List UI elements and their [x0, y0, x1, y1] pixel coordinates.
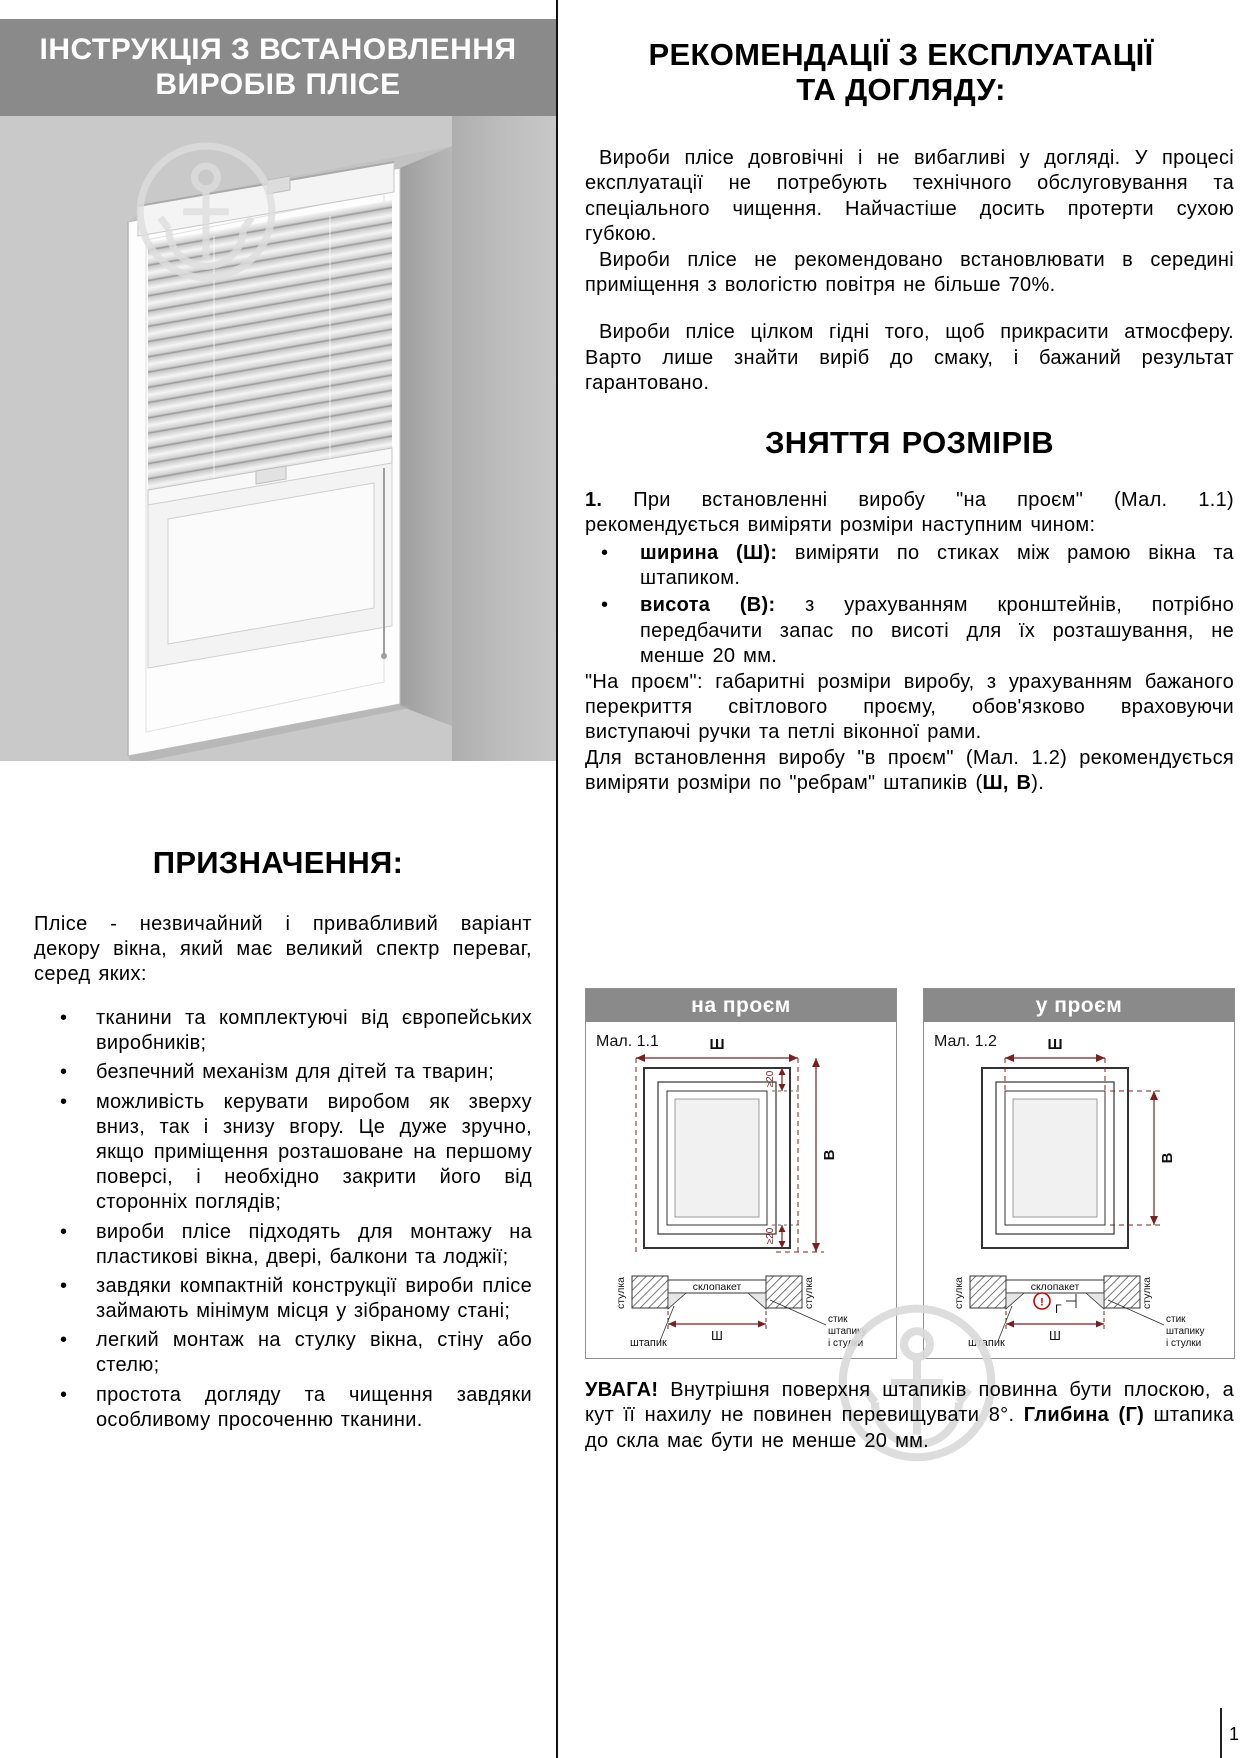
joint-label-3: і стулки	[828, 1338, 864, 1349]
figure-1-diagram	[586, 1022, 896, 1358]
pleated-fabric	[148, 200, 392, 490]
purpose-list	[34, 1006, 532, 1437]
bead-label: штапик	[968, 1337, 1005, 1349]
joint-label-2: штапику	[1166, 1326, 1205, 1337]
min-gap-label-top: ≥20	[765, 1070, 776, 1088]
attention-label: УВАГА!	[585, 1379, 659, 1401]
column-divider-line	[556, 0, 558, 1758]
measuring-paragraph-na: "На проєм": габаритні розміри виробу, з урахуванням бажаного перекриття світлового проєму, обов'язково враховуючи виступаючі ручки та петлі віконної рами.	[585, 670, 1234, 744]
window-front-view	[644, 1068, 790, 1248]
window-illustration	[0, 116, 556, 761]
cord-end	[381, 653, 387, 659]
depth-label: Г	[1055, 1302, 1062, 1316]
right-text-flow	[585, 146, 1234, 797]
list-item: • безпечний механізм для дітей та тварин;	[34, 1060, 532, 1085]
width-dim-label: Ш	[1047, 1036, 1063, 1053]
measuring-title: ЗНЯТТЯ РОЗМІРІВ	[765, 424, 1054, 460]
measuring-paragraph-v: Для встановлення виробу "в проєм" (Мал. 1.2) рекомендується виміряти розміри по "ребрам" штапиків (Ш, В).	[585, 746, 1234, 795]
warning-mark: !	[1040, 1296, 1044, 1309]
list-item: • завдяки компактній конструкції вироби плісе займають мінімум місця у зібраному стані;	[34, 1274, 532, 1324]
care-paragraph-2: Вироби плісе не рекомендовано встановлювати в середині приміщення з вологістю повітря не більше 70%.	[585, 248, 1234, 296]
width-dim-label: Ш	[709, 1036, 725, 1053]
height-dim-label: В	[1159, 1152, 1176, 1164]
page-number-divider	[1220, 1708, 1222, 1758]
list-item: • можливість керувати виробом як зверху вниз, так і знизу вгору. Це дуже зручно, якщо приміщення розташоване на першому поверсі, і необхідно закрити його від сторонніх поглядів;	[34, 1090, 532, 1216]
figure-1-caption: Мал. 1.1	[596, 1033, 659, 1050]
purpose-title: ПРИЗНАЧЕННЯ:	[152, 845, 404, 880]
height-dim-label: В	[821, 1149, 838, 1161]
figure-2-caption: Мал. 1.2	[934, 1033, 997, 1050]
section-width-label: Ш	[1049, 1328, 1061, 1343]
attention-paragraph: УВАГА! Внутрішня поверхня штапиків повинна бути плоскою, а кут її нахилу не повинен перевищувати 8°. Глибина (Г) штапика до скла має бути не менше 20 мм.	[585, 1379, 1235, 1452]
recess-right	[400, 146, 452, 726]
figure-2-diagram	[924, 1022, 1234, 1358]
care-paragraph-1: Вироби плісе довговічні і не вибагливі у догляді. У процесі експлуатації не потребують технічного обслуговування та спеціального чищення. Найчастіше досить протерти сухою губкою.	[585, 147, 1234, 246]
glass-unit-label: склопакет	[692, 1281, 742, 1293]
list-item: • легкий монтаж на стулку вікна, стіну або стелю;	[34, 1328, 532, 1378]
sash-label-right: стулка	[803, 1277, 815, 1309]
measuring-bullet-height: • висота (В): з урахуванням кронштейнів, потрібно передбачити запас по висоті для їх розташування, не менше 20 мм.	[585, 593, 1234, 669]
care-paragraph-3: Вироби плісе цілком гідні того, щоб прикрасити атмосферу. Варто лише знайти виріб до смаку, і бажаний результат гарантовано.	[585, 321, 1234, 395]
joint-label-1: стик	[828, 1314, 848, 1325]
left-header-banner	[0, 19, 556, 116]
left-header-line2: ВИРОБІВ ПЛІСЕ	[155, 67, 401, 101]
care-title	[570, 38, 1232, 107]
sash-label-left: стулка	[615, 1277, 627, 1309]
list-item: • простота догляду та чищення завдяки особливому просоченню тканини.	[34, 1383, 532, 1433]
min-gap-label-bottom: ≥20	[765, 1227, 776, 1245]
care-title-line2: ТА ДОГЛЯДУ:	[796, 71, 1006, 107]
joint-label-1: стик	[1166, 1314, 1186, 1325]
page-number: 1	[1229, 1724, 1240, 1744]
figure-2-header: у проєм	[924, 989, 1234, 1022]
list-item: • вироби плісе підходять для монтажу на пластикові вікна, двері, балкони та лоджії;	[34, 1220, 532, 1270]
purpose-intro: Плісе - незвичайний і привабливий варіант декору вікна, який має великий спектр переваг, серед яких:	[34, 913, 532, 986]
step-number: 1.	[585, 488, 603, 511]
left-header-line1: ІНСТРУКЦІЯ З ВСТАНОВЛЕННЯ	[39, 33, 517, 67]
measuring-bullet-width: • ширина (Ш): виміряти по стиках між рамою вікна та штапиком.	[585, 541, 1234, 592]
sash-label-right: стулка	[1141, 1277, 1153, 1309]
care-title-line1: РЕКОМЕНДАЦІЇ З ЕКСПЛУАТАЦІЇ	[648, 37, 1154, 72]
wall-side-shading	[452, 116, 556, 761]
measuring-step-1: 1. При встановленні виробу "на проєм" (Мал. 1.1) рекомендується виміряти розміри наступним чином:	[585, 488, 1234, 537]
list-item: • тканини та комплектуючі від європейських виробників;	[34, 1006, 532, 1056]
joint-label-2: штапику	[828, 1326, 867, 1337]
figures-row	[585, 988, 1235, 1359]
figure-u-proem	[923, 988, 1235, 1359]
glass-unit-label: склопакет	[1030, 1281, 1080, 1293]
section-width-label: Ш	[711, 1328, 723, 1343]
bead-label: штапик	[630, 1337, 667, 1349]
window-blind-photo	[0, 116, 556, 761]
figure-1-header: на проєм	[586, 989, 896, 1022]
joint-label-3: і стулки	[1166, 1338, 1202, 1349]
sash-label-left: стулка	[953, 1277, 965, 1309]
figure-na-proem	[585, 988, 897, 1359]
window-front-view	[982, 1068, 1128, 1248]
